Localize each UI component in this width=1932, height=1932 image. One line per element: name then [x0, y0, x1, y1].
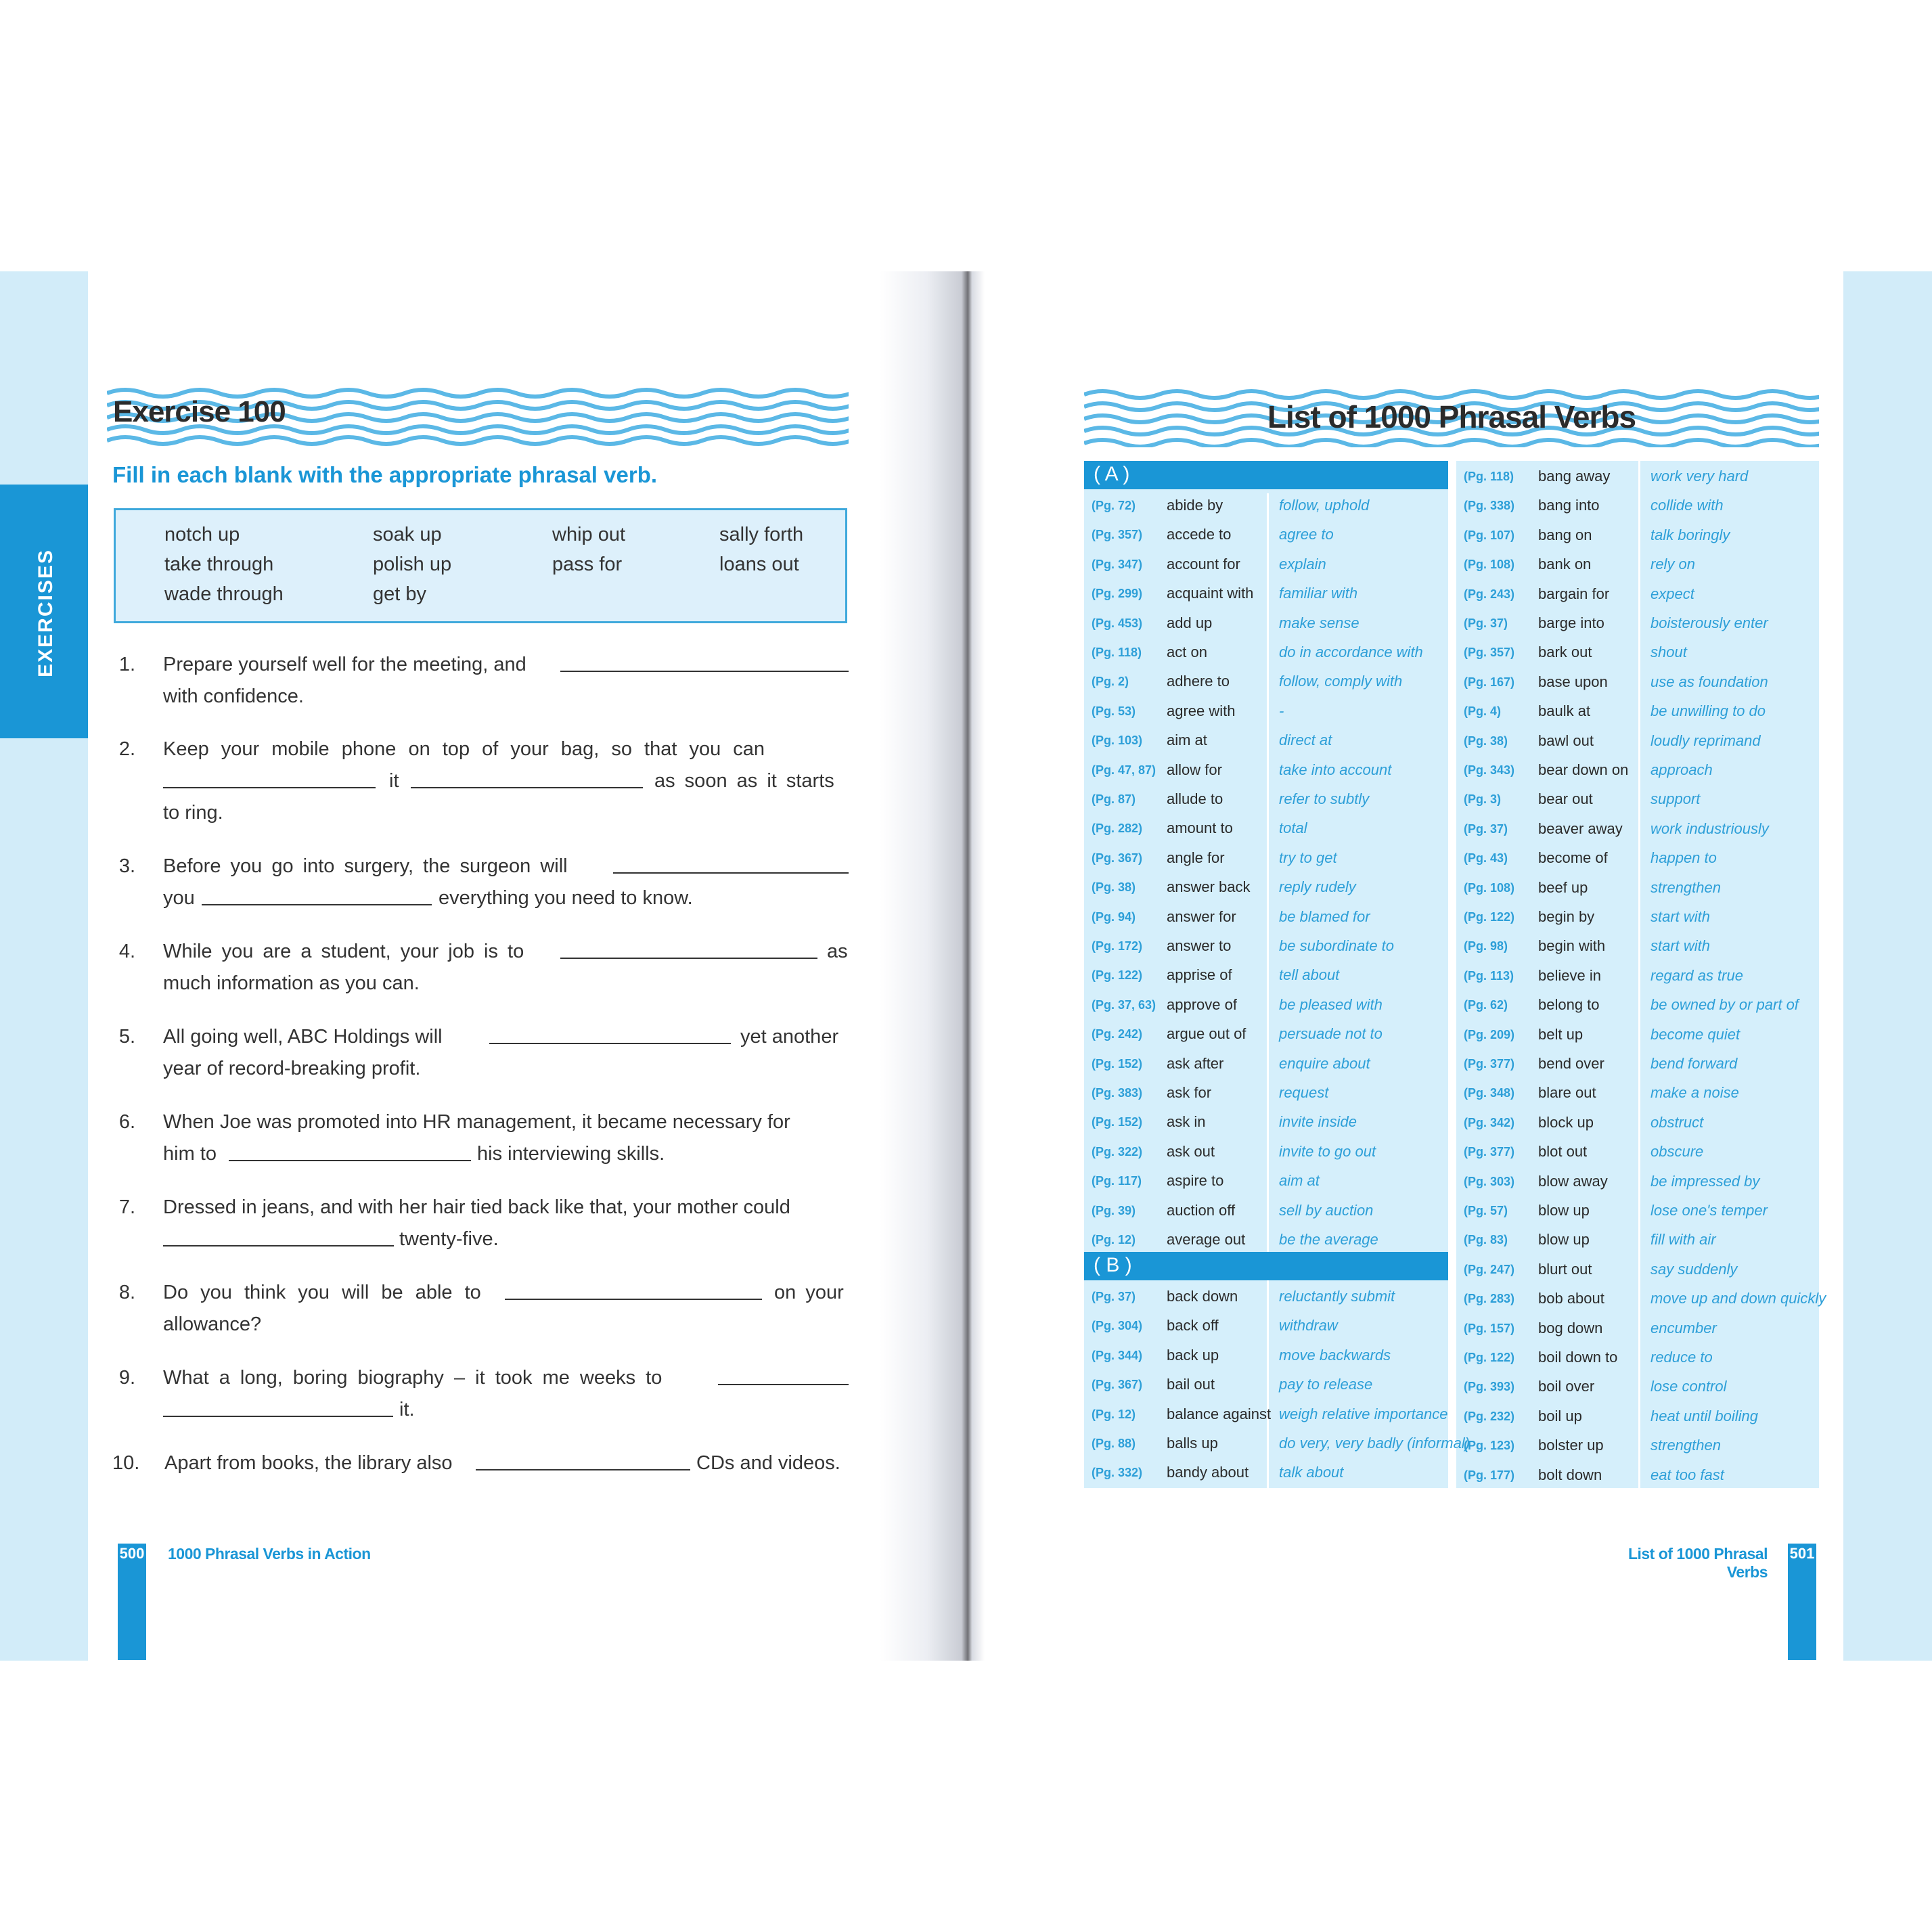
- page-reference: (Pg. 232): [1464, 1409, 1515, 1423]
- phrasal-verb: aim at: [1167, 732, 1207, 749]
- verb-meaning: rely on: [1650, 556, 1696, 573]
- phrasal-verb: belong to: [1538, 996, 1600, 1014]
- verb-meaning: start with: [1650, 937, 1711, 955]
- page-reference: (Pg. 53): [1092, 704, 1136, 718]
- page-reference: (Pg. 152): [1092, 1056, 1143, 1071]
- verb-meaning: make a noise: [1650, 1084, 1739, 1102]
- phrasal-verb: argue out of: [1167, 1025, 1246, 1043]
- phrasal-verb: balls up: [1167, 1435, 1218, 1452]
- page-reference: (Pg. 118): [1464, 470, 1514, 483]
- phrasal-verb: beaver away: [1538, 819, 1623, 837]
- phrasal-verb: base upon: [1538, 673, 1608, 690]
- question-text: When Joe was promoted into HR management, it became necessary for: [163, 1111, 790, 1133]
- verb-meaning: obstruct: [1650, 1113, 1704, 1131]
- verb-meaning: happen to: [1650, 849, 1717, 867]
- phrasal-verb: blow away: [1538, 1172, 1608, 1190]
- question-text: Prepare yourself well for the meeting, and: [163, 654, 526, 675]
- verb-meaning: expect: [1650, 585, 1694, 602]
- word-bank-item: notch up: [164, 524, 240, 545]
- verb-meaning: request: [1279, 1084, 1329, 1101]
- answer-blank[interactable]: [560, 958, 817, 959]
- page-reference: (Pg. 113): [1464, 968, 1514, 983]
- question-text: him to: [163, 1143, 217, 1165]
- phrasal-verb: average out: [1167, 1231, 1246, 1248]
- page-reference: (Pg. 108): [1464, 558, 1515, 572]
- verb-meaning: be impressed by: [1650, 1172, 1760, 1190]
- page-reference: (Pg. 282): [1092, 822, 1143, 836]
- phrasal-verb: blow up: [1538, 1202, 1590, 1219]
- verb-meaning: eat too fast: [1650, 1466, 1724, 1483]
- question-text: his interviewing skills.: [477, 1143, 665, 1165]
- verb-meaning: loudly reprimand: [1650, 732, 1761, 749]
- question-text: to ring.: [163, 802, 223, 824]
- phrasal-verb: balance against: [1167, 1405, 1272, 1422]
- verb-meaning: weigh relative importance: [1279, 1405, 1448, 1422]
- phrasal-verb: bandy about: [1167, 1464, 1249, 1481]
- verb-meaning: move backwards: [1279, 1346, 1391, 1364]
- verb-meaning: familiar with: [1279, 585, 1358, 602]
- verb-meaning: be pleased with: [1279, 995, 1383, 1013]
- page-reference: (Pg. 357): [1464, 646, 1515, 660]
- phrasal-verb: answer back: [1167, 878, 1251, 896]
- page-reference: (Pg. 62): [1464, 998, 1508, 1012]
- phrasal-verb: approve of: [1167, 995, 1237, 1013]
- page-reference: (Pg. 242): [1092, 1027, 1143, 1041]
- verb-meaning: invite to go out: [1279, 1142, 1376, 1160]
- verb-meaning: become quiet: [1650, 1025, 1740, 1043]
- phrasal-verb: ask after: [1167, 1054, 1224, 1072]
- phrasal-verb: block up: [1538, 1113, 1594, 1131]
- page-reference: (Pg. 157): [1464, 1321, 1515, 1335]
- page-reference: (Pg. 247): [1464, 1262, 1515, 1276]
- page-reference: (Pg. 103): [1092, 734, 1143, 748]
- verb-meaning: approach: [1650, 761, 1713, 778]
- page-reference: (Pg. 344): [1092, 1348, 1143, 1362]
- exercise-title: Exercise 100: [113, 395, 286, 428]
- page-reference: (Pg. 37, 63): [1092, 997, 1156, 1012]
- verb-meaning: strengthen: [1650, 1437, 1721, 1454]
- question-number: 2.: [118, 738, 135, 760]
- phrasal-verb: bear down on: [1538, 761, 1629, 778]
- phrasal-verb: boil over: [1538, 1378, 1595, 1395]
- verb-meaning: agree to: [1279, 526, 1334, 543]
- word-bank-item: whip out: [552, 524, 626, 545]
- verb-meaning: support: [1650, 790, 1701, 808]
- page-reference: (Pg. 108): [1464, 880, 1515, 895]
- page-reference: (Pg. 209): [1464, 1027, 1515, 1041]
- phrasal-verb: bang into: [1538, 497, 1600, 514]
- verb-meaning: strengthen: [1650, 878, 1721, 896]
- page-reference: (Pg. 393): [1464, 1380, 1515, 1394]
- page-reference: (Pg. 377): [1464, 1145, 1515, 1159]
- phrasal-verb: auction off: [1167, 1201, 1236, 1219]
- phrasal-verb: ask in: [1167, 1113, 1206, 1131]
- phrasal-verb: back off: [1167, 1317, 1219, 1334]
- verb-meaning: obscure: [1650, 1143, 1704, 1161]
- phrasal-verb: back up: [1167, 1346, 1219, 1364]
- book-spread: [0, 271, 1932, 1661]
- page-reference: (Pg. 123): [1464, 1439, 1515, 1453]
- page-reference: (Pg. 4): [1464, 704, 1502, 719]
- verb-meaning: be subordinate to: [1279, 937, 1395, 954]
- page-reference: (Pg. 303): [1464, 1174, 1515, 1188]
- answer-blank[interactable]: [202, 904, 432, 905]
- answer-blank[interactable]: [718, 1384, 849, 1385]
- phrasal-verb: bear out: [1538, 790, 1593, 808]
- verb-meaning: direct at: [1279, 732, 1332, 749]
- word-bank-item: wade through: [164, 583, 284, 605]
- phrasal-verb: bend over: [1538, 1055, 1604, 1072]
- phrasal-verb: baulk at: [1538, 702, 1591, 720]
- word-bank-item: get by: [373, 583, 426, 605]
- phrasal-verb: acquaint with: [1167, 585, 1254, 602]
- verb-meaning: move up and down quickly: [1650, 1290, 1826, 1307]
- page-reference: (Pg. 43): [1464, 851, 1508, 866]
- page-number: 501: [1789, 1545, 1815, 1562]
- page-reference: (Pg. 304): [1092, 1319, 1143, 1333]
- verb-meaning: follow, comply with: [1279, 673, 1403, 690]
- phrasal-verb: bang on: [1538, 526, 1592, 543]
- page-reference: (Pg. 83): [1464, 1233, 1508, 1247]
- phrasal-verb: bank on: [1538, 556, 1592, 573]
- exercise-instruction: Fill in each blank with the appropriate phrasal verb.: [112, 462, 658, 487]
- page-reference: (Pg. 122): [1464, 1351, 1515, 1364]
- page-reference: (Pg. 342): [1464, 1115, 1515, 1129]
- page-reference: (Pg. 357): [1092, 528, 1143, 542]
- page-reference: (Pg. 38): [1092, 880, 1136, 895]
- phrasal-verb: apprise of: [1167, 966, 1232, 984]
- verb-meaning: do very, very badly (informal): [1279, 1435, 1470, 1452]
- verb-meaning: be blamed for: [1279, 907, 1370, 925]
- phrasal-verb: boil down to: [1538, 1349, 1618, 1366]
- verb-meaning: follow, uphold: [1279, 497, 1370, 514]
- question-number: 6.: [118, 1111, 135, 1133]
- page-reference: (Pg. 348): [1464, 1086, 1515, 1100]
- phrasal-verb: angle for: [1167, 849, 1225, 866]
- verb-meaning: be unwilling to do: [1650, 702, 1766, 720]
- page-reference: (Pg. 152): [1092, 1115, 1143, 1129]
- phrasal-verb: agree with: [1167, 702, 1236, 719]
- question-text: Keep your mobile phone on top of your bag, so that you can: [163, 738, 765, 760]
- question-text: year of record-breaking profit.: [163, 1058, 421, 1079]
- phrasal-verb: bang away: [1538, 468, 1611, 485]
- phrasal-verb: ask out: [1167, 1142, 1215, 1160]
- list-title: List of 1000 Phrasal Verbs: [1267, 399, 1636, 434]
- phrasal-verb: abide by: [1167, 497, 1223, 514]
- verb-meaning: lose control: [1650, 1378, 1727, 1395]
- page-reference: (Pg. 377): [1464, 1057, 1515, 1071]
- page-reference: (Pg. 117): [1092, 1174, 1142, 1188]
- phrasal-verb: bob about: [1538, 1290, 1604, 1307]
- page-reference: (Pg. 47, 87): [1092, 763, 1156, 777]
- page-reference: (Pg. 98): [1464, 939, 1508, 953]
- verb-meaning: total: [1279, 819, 1307, 837]
- verb-meaning: reluctantly submit: [1279, 1288, 1395, 1305]
- question-text: All going well, ABC Holdings will: [163, 1026, 443, 1048]
- question-text: much information as you can.: [163, 972, 420, 994]
- section-header-b: [1084, 1252, 1448, 1280]
- phrasal-verb: bawl out: [1538, 732, 1594, 749]
- verb-meaning: be owned by or part of: [1650, 996, 1799, 1014]
- phrasal-verb: act on: [1167, 644, 1207, 660]
- verb-meaning: talk boringly: [1650, 526, 1730, 543]
- word-bank-item: soak up: [373, 524, 442, 545]
- phrasal-verb: ask for: [1167, 1084, 1212, 1101]
- phrasal-verb: bolster up: [1538, 1437, 1604, 1454]
- verb-meaning: reply rudely: [1279, 878, 1356, 896]
- question-text: allowance?: [163, 1313, 262, 1335]
- phrasal-verb: allow for: [1167, 761, 1222, 778]
- question-number: 9.: [118, 1367, 135, 1389]
- answer-blank[interactable]: [411, 787, 643, 788]
- verb-meaning: reduce to: [1650, 1349, 1713, 1366]
- phrasal-verb: begin with: [1538, 937, 1606, 955]
- verb-meaning: invite inside: [1279, 1113, 1357, 1131]
- word-bank-box: [114, 508, 847, 623]
- page-reference: (Pg. 94): [1092, 909, 1136, 924]
- page-reference: (Pg. 177): [1464, 1468, 1515, 1482]
- answer-blank[interactable]: [505, 1299, 762, 1300]
- section-a-label: ( A ): [1094, 463, 1130, 485]
- phrasal-verb: bargain for: [1538, 585, 1610, 602]
- question-text: twenty-five.: [399, 1228, 499, 1250]
- question-number: 8.: [118, 1282, 135, 1303]
- phrasal-verb: allude to: [1167, 790, 1223, 807]
- verb-meaning: use as foundation: [1650, 673, 1768, 690]
- page-reference: (Pg. 167): [1464, 675, 1515, 689]
- page-reference: (Pg. 107): [1464, 528, 1515, 542]
- verb-meaning: -: [1279, 702, 1284, 719]
- verb-meaning: pay to release: [1279, 1376, 1373, 1393]
- page-reference: (Pg. 343): [1464, 763, 1515, 777]
- phrasal-verb: adhere to: [1167, 673, 1230, 690]
- page-reference: (Pg. 122): [1092, 968, 1143, 983]
- page-reference: (Pg. 322): [1092, 1144, 1143, 1159]
- page-reference: (Pg. 37): [1092, 1290, 1136, 1303]
- page-reference: (Pg. 57): [1464, 1204, 1508, 1217]
- answer-blank[interactable]: [163, 787, 376, 788]
- phrasal-verb: blow up: [1538, 1231, 1590, 1249]
- answer-blank[interactable]: [163, 1245, 394, 1246]
- verb-meaning: explain: [1279, 555, 1326, 572]
- page-reference: (Pg. 118): [1092, 646, 1142, 659]
- page-reference: (Pg. 283): [1464, 1292, 1515, 1306]
- question-number: 5.: [118, 1026, 135, 1048]
- phrasal-verb: account for: [1167, 555, 1240, 572]
- verb-meaning: sell by auction: [1279, 1201, 1374, 1219]
- page-reference: (Pg. 299): [1092, 587, 1143, 601]
- word-bank-item: sally forth: [719, 524, 804, 545]
- phrasal-verb: amount to: [1167, 819, 1233, 837]
- answer-blank[interactable]: [163, 1416, 393, 1417]
- phrasal-verb: bail out: [1167, 1376, 1215, 1393]
- phrasal-verb: begin by: [1538, 908, 1595, 925]
- verb-meaning: persuade not to: [1279, 1025, 1383, 1043]
- question-text: with confidence.: [163, 686, 304, 707]
- verb-meaning: take into account: [1279, 761, 1392, 778]
- question-text: you: [163, 887, 195, 909]
- verb-meaning: work very hard: [1650, 468, 1749, 485]
- answer-blank[interactable]: [560, 671, 849, 672]
- question-text: as: [827, 941, 848, 962]
- phrasal-verb: bolt down: [1538, 1466, 1602, 1483]
- phrasal-verb: add up: [1167, 614, 1213, 631]
- phrasal-verb: bog down: [1538, 1319, 1603, 1336]
- question-text: on your: [774, 1282, 844, 1303]
- question-number: 10.: [112, 1452, 140, 1474]
- verb-meaning: heat until boiling: [1650, 1407, 1759, 1424]
- verb-meaning: refer to subtly: [1279, 790, 1370, 807]
- answer-blank[interactable]: [476, 1469, 690, 1470]
- page-reference: (Pg. 39): [1092, 1203, 1136, 1217]
- verb-meaning: boisterously enter: [1650, 614, 1768, 631]
- running-footer: List of 1000 Phrasal Verbs: [1627, 1545, 1768, 1581]
- question-text: yet another: [740, 1026, 839, 1048]
- verb-meaning: try to get: [1279, 849, 1337, 866]
- page-reference: (Pg. 88): [1092, 1437, 1136, 1450]
- phrasal-verb: blot out: [1538, 1143, 1588, 1161]
- question-text: it.: [399, 1399, 415, 1420]
- running-footer: 1000 Phrasal Verbs in Action: [168, 1545, 371, 1563]
- question-number: 7.: [118, 1196, 135, 1218]
- section-b-label: ( B ): [1094, 1254, 1132, 1276]
- left-page-edge: [0, 271, 88, 1661]
- verb-meaning: say suddenly: [1650, 1260, 1738, 1278]
- verb-meaning: enquire about: [1279, 1054, 1370, 1072]
- page-reference: (Pg. 367): [1092, 1378, 1143, 1392]
- page-reference: (Pg. 332): [1092, 1466, 1143, 1480]
- verb-meaning: fill with air: [1650, 1231, 1716, 1249]
- page-reference: (Pg. 37): [1464, 616, 1508, 630]
- page-reference: (Pg. 453): [1092, 616, 1143, 630]
- page-reference: (Pg. 172): [1092, 939, 1143, 953]
- verb-meaning: lose one's temper: [1650, 1202, 1768, 1219]
- question-text: Apart from books, the library also: [164, 1452, 453, 1474]
- verb-meaning: tell about: [1279, 966, 1340, 984]
- question-text: everything you need to know.: [439, 887, 693, 909]
- page-number: 500: [119, 1545, 145, 1562]
- page-reference: (Pg. 38): [1464, 734, 1508, 748]
- page-reference: (Pg. 2): [1092, 675, 1129, 689]
- page-reference: (Pg. 72): [1092, 499, 1136, 512]
- phrasal-verb: barge into: [1538, 614, 1604, 631]
- verb-meaning: collide with: [1650, 497, 1724, 514]
- phrasal-verb: aspire to: [1167, 1172, 1224, 1190]
- question-text: Do you think you will be able to: [163, 1282, 481, 1303]
- phrasal-verb: back down: [1167, 1288, 1238, 1305]
- verb-meaning: do in accordance with: [1279, 644, 1423, 660]
- page-reference: (Pg. 12): [1092, 1233, 1136, 1246]
- answer-blank[interactable]: [489, 1043, 731, 1044]
- phrasal-verb: beef up: [1538, 878, 1588, 896]
- page-reference: (Pg. 347): [1092, 557, 1143, 571]
- page-reference: (Pg. 37): [1464, 822, 1508, 836]
- word-bank-item: loans out: [719, 554, 799, 575]
- page-reference: (Pg. 243): [1464, 587, 1515, 601]
- question-text: What a long, boring biography – it took me weeks to: [163, 1367, 662, 1389]
- question-text: Dressed in jeans, and with her hair tied back like that, your mother could: [163, 1196, 790, 1218]
- page-reference: (Pg. 367): [1092, 851, 1143, 865]
- verb-meaning: regard as true: [1650, 966, 1743, 984]
- phrasal-verb: blare out: [1538, 1084, 1596, 1102]
- page-reference: (Pg. 87): [1092, 792, 1136, 806]
- word-bank-item: pass for: [552, 554, 623, 575]
- answer-blank[interactable]: [613, 872, 849, 874]
- phrasal-verb: belt up: [1538, 1025, 1583, 1043]
- question-number: 4.: [118, 941, 135, 962]
- phrasal-verb: believe in: [1538, 966, 1601, 984]
- verb-meaning: start with: [1650, 908, 1711, 925]
- verb-meaning: encumber: [1650, 1319, 1717, 1336]
- verb-meaning: work industriously: [1650, 819, 1769, 837]
- page-reference: (Pg. 12): [1092, 1407, 1136, 1421]
- question-text: as soon as it starts: [654, 770, 834, 792]
- question-text: While you are a student, your job is to: [163, 941, 524, 962]
- page-reference: (Pg. 122): [1464, 910, 1515, 924]
- section-header-a: [1084, 461, 1448, 489]
- phrasal-verb: blurt out: [1538, 1260, 1592, 1278]
- answer-blank[interactable]: [229, 1160, 471, 1161]
- word-bank-item: take through: [164, 554, 274, 575]
- question-text: Before you go into surgery, the surgeon will: [163, 855, 568, 877]
- page-reference: (Pg. 3): [1464, 792, 1502, 807]
- phrasal-verb: boil up: [1538, 1407, 1582, 1424]
- verb-meaning: be the average: [1279, 1231, 1378, 1248]
- verb-meaning: shout: [1650, 644, 1687, 661]
- verb-meaning: bend forward: [1650, 1055, 1738, 1072]
- book-gutter: [880, 271, 985, 1661]
- verb-meaning: withdraw: [1279, 1317, 1338, 1334]
- phrasal-verb: become of: [1538, 849, 1608, 867]
- verb-meaning: talk about: [1279, 1464, 1344, 1481]
- side-tab-label: EXERCISES: [35, 549, 58, 677]
- page-reference: (Pg. 338): [1464, 499, 1515, 513]
- phrasal-verb: answer for: [1167, 907, 1236, 925]
- question-number: 1.: [118, 654, 135, 675]
- word-bank-item: polish up: [373, 554, 452, 575]
- right-page-edge: [1843, 271, 1932, 1661]
- phrasal-verb: answer to: [1167, 937, 1232, 954]
- question-number: 3.: [118, 855, 135, 877]
- verb-meaning: aim at: [1279, 1172, 1320, 1190]
- phrasal-verb: bark out: [1538, 644, 1592, 661]
- phrasal-verb: accede to: [1167, 526, 1232, 543]
- verb-meaning: make sense: [1279, 614, 1360, 631]
- page-reference: (Pg. 383): [1092, 1086, 1143, 1100]
- question-text: CDs and videos.: [696, 1452, 840, 1474]
- question-text: it: [389, 770, 399, 792]
